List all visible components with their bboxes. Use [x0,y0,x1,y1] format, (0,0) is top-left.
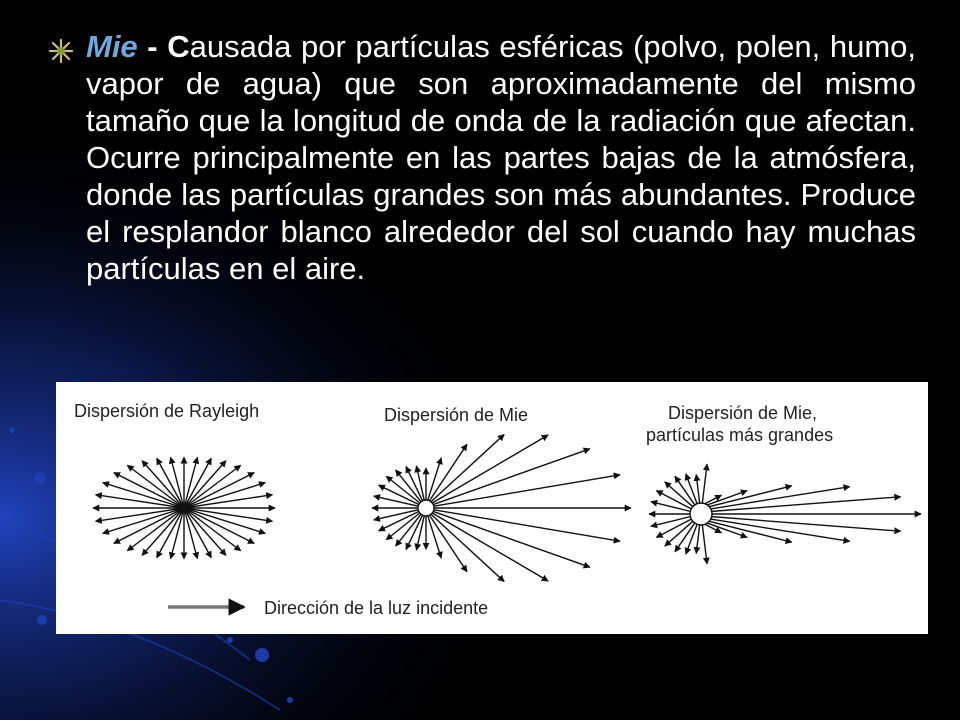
mie-ray [396,514,421,546]
mie-ray [429,515,467,572]
mie-large-ray [651,502,690,512]
mie-large-ray [696,475,699,503]
mie-large-label-line2: partículas más grandes [646,425,834,445]
bullet-keyword: Mie [86,29,138,64]
rayleigh-ray [184,508,241,551]
mie-ray [434,510,620,541]
mie-ray [432,435,548,503]
mie-ray [432,513,548,581]
mie-label: Dispersión de Mie [384,405,529,425]
mie-large-particle [690,503,712,525]
bullet-separator: - [137,29,168,64]
rayleigh-pattern [93,457,275,559]
mie-large-ray [709,521,792,542]
mie-ray [396,470,421,502]
rayleigh-ray [127,465,184,508]
scattering-figure [56,382,928,634]
mie-pattern [372,434,631,581]
mie-ray [386,476,420,503]
mie-particle [418,500,434,516]
rayleigh-particle [179,503,189,513]
mie-ray [429,444,467,501]
mie-large-ray [709,486,792,507]
rayleigh-ray [127,508,184,551]
bullet-paragraph [86,28,916,287]
mie-ray [434,475,620,506]
mie-large-ray [702,464,707,503]
bullet-lead-letter: C [167,29,190,64]
mie-large-label-line1: Dispersión de Mie, [668,403,818,423]
mie-large-pattern [649,464,921,564]
mie-ray [386,513,420,540]
bullet-text: ausada por partículas esféricas (polvo, polen, humo, vapor de agua) que son aproximadamente del mismo tamaño que la longitud de onda de la radiación que afectan. Ocurre principalmente en las partes bajas de la atmósfera, donde las partículas grandes son más abundantes. Produce el resplandor blanco alrededor del sol cuando hay muchas partículas en el aire. [86,29,916,286]
mie-large-ray [702,525,707,564]
rayleigh-ray [184,465,241,508]
mie-large-ray [651,517,690,527]
rayleigh-label: Dispersión de Rayleigh [74,401,260,421]
mie-large-ray [696,525,699,553]
bullet-icon [48,38,74,64]
incident-light-label: Dirección de la luz incidente [264,598,489,618]
